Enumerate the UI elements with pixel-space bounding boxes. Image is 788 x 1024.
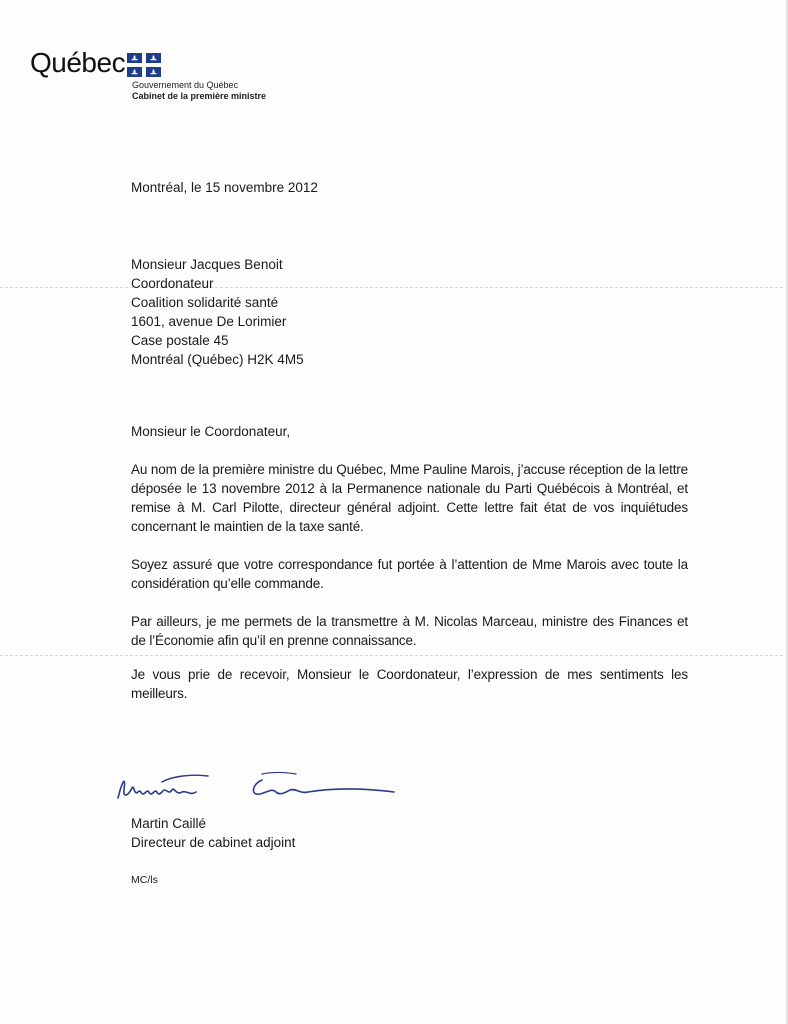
fold-line (0, 655, 788, 656)
recipient-name: Monsieur Jacques Benoit (131, 257, 283, 272)
cabinet-line: Cabinet de la première ministre (132, 91, 267, 101)
government-line: Gouvernement du Québec (132, 80, 239, 90)
quebec-wordmark: Québec (30, 47, 126, 78)
signatory-name: Martin Caillé (131, 816, 207, 831)
fold-line (0, 287, 788, 288)
recipient-address (131, 255, 304, 369)
recipient-street: 1601, avenue De Lorimier (131, 314, 287, 329)
closing-paragraph: Je vous prie de recevoir, Monsieur le Coordonateur, l’expression de mes sentiments les meilleurs. (131, 667, 688, 701)
handwritten-signature (112, 762, 412, 810)
signatory-title: Directeur de cabinet adjoint (131, 835, 296, 850)
body-paragraph: Soyez assuré que votre correspondance fut portée à l’attention de Mme Marois avec toute la considération qu’elle commande. (131, 557, 688, 591)
recipient-title: Coordonateur (131, 276, 214, 291)
body-paragraph: Au nom de la première ministre du Québec, Mme Pauline Marois, j’accuse réception de la lettre déposée le 13 novembre 2012 à la Permanence nationale du Parti Québécois à Montréal, et remise à M. Carl Pilotte, directeur général adjoint. Cette lettre fait état de vos inquiétudes concernant le maintien de la taxe santé. (131, 462, 688, 534)
body-paragraph: Par ailleurs, je me permets de la transmettre à M. Nicolas Marceau, ministre des Finances et de l’Économie afin qu’il en prenne connaissance. (131, 614, 688, 648)
quebec-flag-icon (127, 53, 161, 77)
recipient-po-box: Case postale 45 (131, 333, 229, 348)
salutation: Monsieur le Coordonateur, (131, 424, 291, 439)
recipient-city: Montréal (Québec) H2K 4M5 (131, 352, 304, 367)
recipient-organization: Coalition solidarité santé (131, 295, 279, 310)
letterhead (30, 46, 350, 106)
reference-initials: MC/ls (131, 874, 158, 886)
letter-date: Montréal, le 15 novembre 2012 (131, 180, 318, 195)
